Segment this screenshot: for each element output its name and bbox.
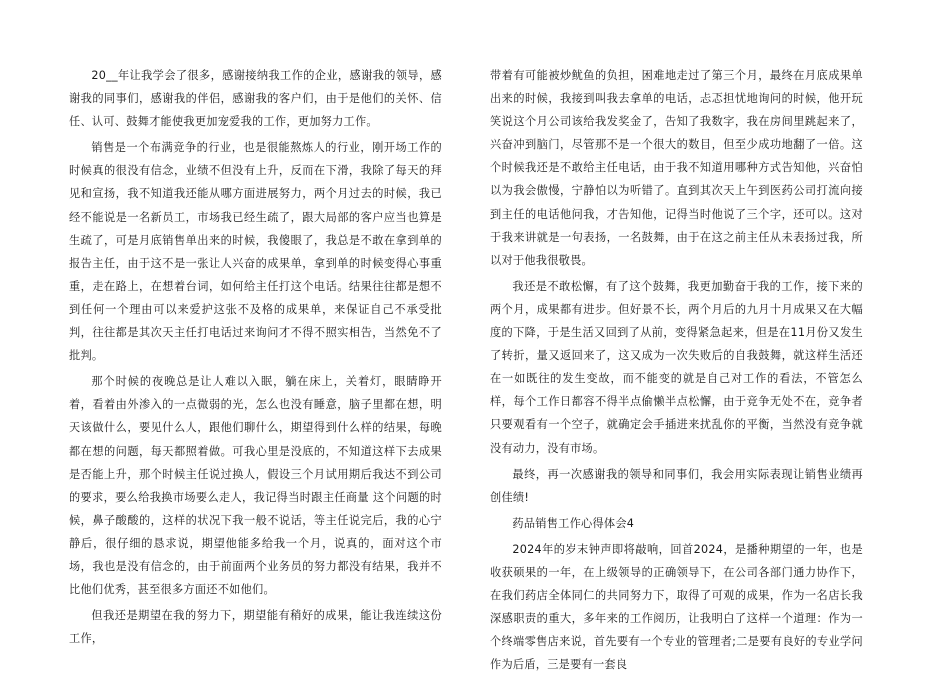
paragraph: 2024年的岁末钟声即将敲响，回首2024，是播种期望的一年，也是收获硕果的一年，在上级领导的正确领导下，在公司各部门通力协作下，在我们药店全体同仁的共同努力下，取得了可观的成果，作为一名店长我深感职责的重大，多年来的工作阅历，让我明白了这样一个道理：作为一个终端零售店来说，首先要有一个专业的管理者;二是要有良好的专业学问作为后盾，三是要有一套良 bbox=[490, 542, 863, 672]
paragraph: 我还是不敢松懈，有了这个鼓舞，我更加勤奋于我的工作，接下来的两个月，成果都有进步。但好景不长，两个月后的九月十月成果又在大幅度的下降，于是生活又回到了从前，变得紧急起来，但是在11月份又发生了转折，量又返回来了，这又成为一次失败后的自我鼓舞，就这样生活还在一如既往的发生变故，而不能变的就是自己对工作的看法，不管怎么样，每个工作日都容不得半点偷懒半点松懈，由于竞争无处不在，竞争者只要观看有一个空子，就确定会手插进来扰乱你的平衡，当然没有竞争就没有动力，没有市场。 bbox=[490, 279, 863, 455]
paragraph: 20__年让我学会了很多，感谢接纳我工作的企业，感谢我的领导，感谢我的同事们，感谢我的伴侣，感谢我的客户们，由于是他们的关怀、信任、认可、鼓舞才能使我更加宠爱我的工作，更加努力工作。 bbox=[69, 69, 442, 129]
paragraph: 那个时候的夜晚总是让人难以入眠，躺在床上，关着灯，眼睛睁开着，看着由外渗入的一点微弱的光，怎么也没有睡意，脑子里都在想，明天该做什么，要见什么人，跟他们聊什么，期望得到什么样的结果，每晚都在想的问题，每天都照着做。可我心里是没底的，不知道这样下去成果是否能上升，那个时候主任说过换人，假设三个月试用期后我达不到公司的要求，要么给我换市场要么走人，我记得当时跟主任商量 这个问题的时候，鼻子酸酸的，这样的状况下我一般不说话，等主任说完后，我的心宁静后，很仔细的恳求说，期望他能多给我一个月，说真的，面对这个市场，我也是没有信念的，由于前面两个业务员的努力都没有结果，我并不比他们优秀，甚至很多方面还不如他们。 bbox=[69, 375, 442, 597]
paragraph-continuation: 带着有可能被炒鱿鱼的负担，困难地走过了第三个月，最终在月底成果单出来的时候，我接到叫我去拿单的电话，忐忑担忧地询问的时候，他开玩笑说这个月公司该给我发奖金了，告知了我数字，我在房间里跳起来了，兴奋冲到脑门，尽管那不是一个很大的数目，但至少成功地翻了一倍。这个时候我还是不敢给主任电话，由于我不知道用哪种方式告知他，兴奋怕以为我会傲慢，宁静怕以为听错了。直到其次天上午到医药公司打流向接到主任的电话他问我，才告知他，记得当时他说了三个字，还可以。这对于我来讲就是一句表扬，一名鼓舞，由于在这之前主任从未表扬过我，所以对于他我很敬畏。 bbox=[490, 69, 863, 267]
section-heading: 药品销售工作心得体会4 bbox=[512, 516, 635, 530]
left-column bbox=[69, 64, 442, 653]
right-column bbox=[490, 64, 863, 679]
paragraph: 但我还是期望在我的努力下，期望能有稍好的成果，能让我连续这份工作， bbox=[69, 609, 442, 646]
paragraph: 最终，再一次感谢我的领导和同事们，我会用实际表现让销售业绩再创佳绩! bbox=[490, 467, 863, 504]
paragraph: 销售是一个布满竞争的行业，也是很能熬炼人的行业，刚开场工作的时候真的很没有信念，业绩不但没有上升，反而在下滑，我除了每天的拜见和宣扬，我不知道我还能从哪方面进展努力，两个月过去的时候，我已经不能说是一名新员工，市场我已经生疏了，跟大局部的客户应当也算是生疏了，可是月底销售单出来的时候，我傻眼了，我总是不敢在拿到单的报告主任，由于这不是一张让人兴奋的成果单，拿到单的时候变得心事重重，走在路上，在想着台词，如何给主任打这个电话。结果往往都是想不到任何一个理由可以来爱护这张不及格的成果单，来保证自己不承受批判，往往都是其次天主任打电话过来询问才不得不照实相告，当然免不了批判。 bbox=[69, 141, 442, 363]
